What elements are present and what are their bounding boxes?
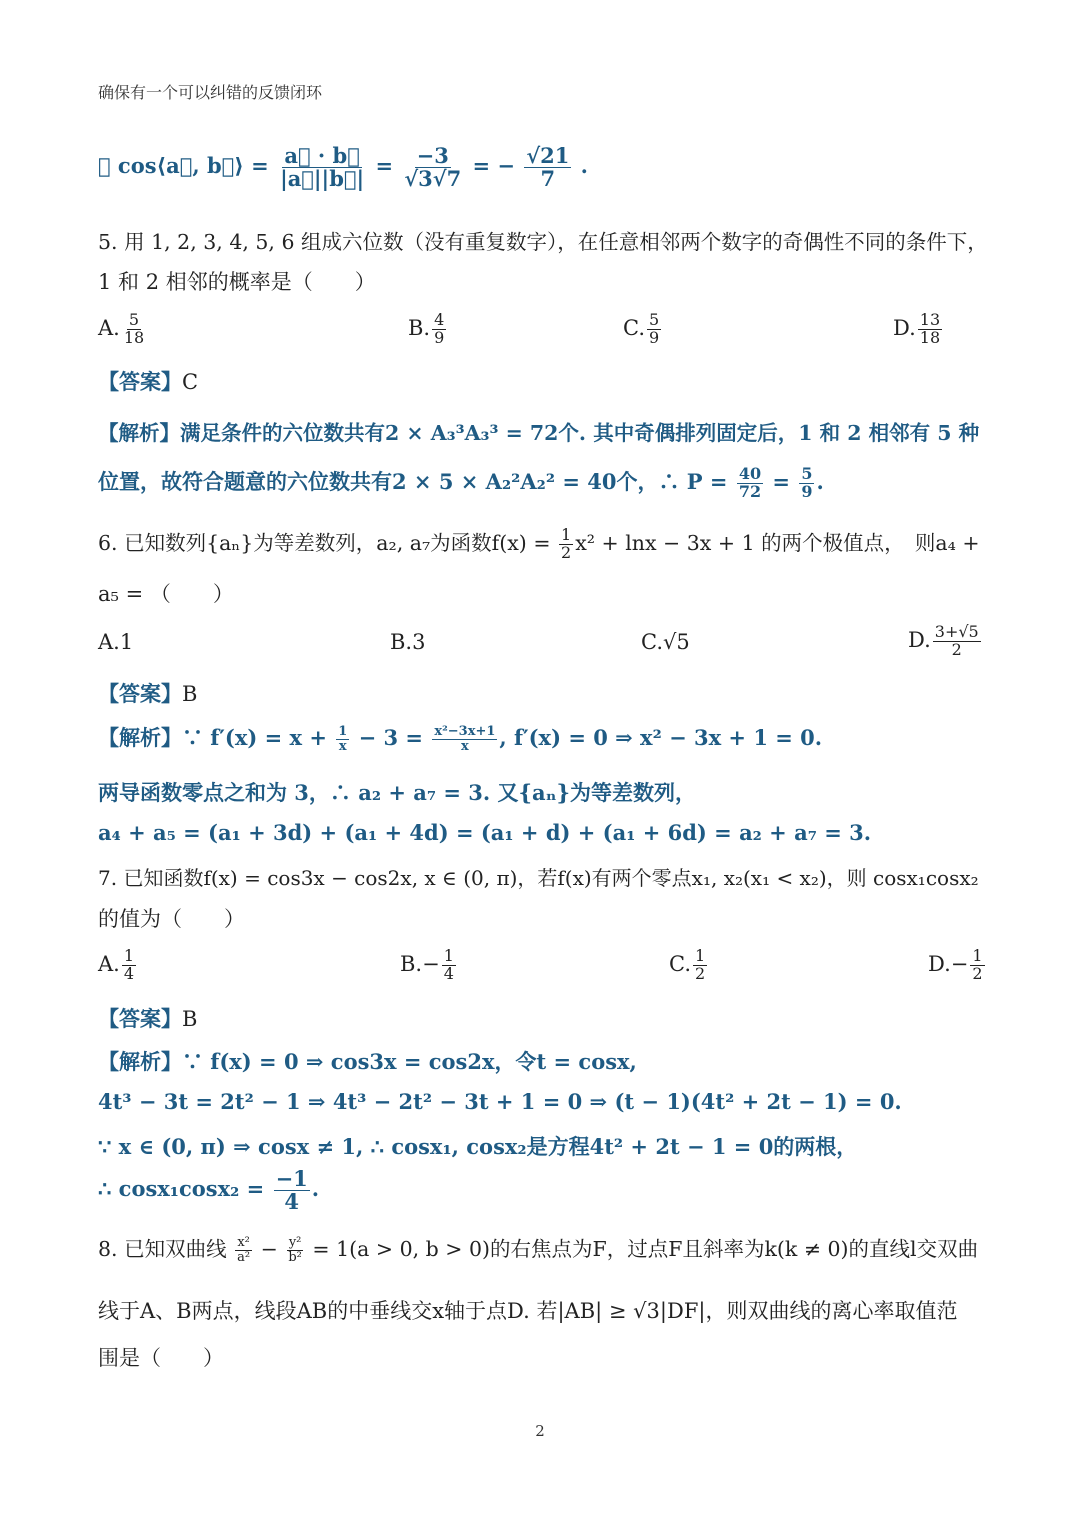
q7-option-b: B.− $\frac{1}{4}$ — [400, 946, 454, 983]
q5-option-c: C. $\frac{5}{9}$ — [623, 310, 660, 347]
cos-fraction-1: $\frac{a⃗ \cdot b⃗}{|a⃗||b⃗|}$ — [280, 143, 365, 192]
q6-option-a: A.1 — [98, 630, 134, 654]
q7-stem-line1: 7. 已知函数f(x) = cos3x − cos2x, x ∈ (0, π)，若f(x)有两个零点x₁, x₂(x₁ < x₂)，则 cosx₁cosx₂ — [98, 866, 979, 890]
q5-stem-line1: 5. 用 1, 2, 3, 4, 5, 6 组成六位数（没有重复数字），在任意相邻两个数字的奇偶性不同的条件下， — [98, 230, 988, 254]
q7-option-c: C. $\frac{1}{2}$ — [669, 946, 706, 983]
page-header: 确保有一个可以纠错的反馈闭环 — [98, 83, 323, 102]
q8-stem-line1: 8. 已知双曲线 $\frac{\text{x²}}{\text{a²}}$ − $\frac{\text{y²}}{\text{b²}}$ = 1(a > 0, b > 0)的右焦点为F，过点F且斜率为k(k ≠ 0)的直线l交双曲 — [98, 1235, 979, 1265]
q7-option-d: D.− $\frac{1}{2}$ — [928, 946, 983, 983]
q7-stem-line2: 的值为（ ） — [98, 907, 245, 931]
q6-option-c: C.√5 — [641, 630, 690, 654]
q6-analysis-line2: 两导函数零点之和为 3，∴ a₂ + a₇ = 3. 又{aₙ}为等差数列， — [98, 780, 697, 805]
q6-analysis-line3: a₄ + a₅ = (a₁ + 3d) + (a₁ + 4d) = (a₁ + d) + (a₁ + 6d) = a₂ + a₇ = 3. — [98, 820, 872, 845]
q6-stem-line2: a₅ = （ ） — [98, 582, 234, 606]
q7-analysis-line4: ∴ cosx₁cosx₂ = $\frac{-1}{4}$ . — [98, 1166, 320, 1215]
q8-stem-line3: 围是（ ） — [98, 1346, 224, 1370]
q6-analysis-line1: 【解析】∵ f′(x) = x + $\frac{1}{x}$ − 3 = $\frac{\text{x²−3x+1}}{x}$ , f′(x) = 0 ⇒ x² − 3x + 1 = 0. — [98, 724, 823, 754]
q7-analysis-line1: 【解析】∵ f(x) = 0 ⇒ cos3x = cos2x，令t = cosx, — [98, 1049, 637, 1074]
q8-stem-line2: 线于A、B两点，线段AB的中垂线交x轴于点D. 若|AB| ≥ √3|DF|，则双曲线的离心率取值范 — [98, 1299, 958, 1323]
q7-analysis-line3: ∵ x ∈ (0, π) ⇒ cosx ≠ 1, ∴ cosx₁, cosx₂是方程4t² + 2t − 1 = 0的两根， — [98, 1134, 858, 1159]
q5-analysis-line1: 【解析】满足条件的六位数共有2 × A₃³A₃³ = 72个. 其中奇偶排列固定后，1 和 2 相邻有 5 种 — [98, 421, 980, 445]
cos-fraction-3: $\frac{√21}{7}$ — [526, 143, 570, 192]
q6-answer: 【答案】B — [98, 681, 198, 706]
q6-stem-line1: 6. 已知数列{aₙ}为等差数列，a₂, a₇为函数f(x) = $\frac{1}{2}$ x² + lnx − 3x + 1 的两个极值点， 则a₄ + — [98, 525, 980, 562]
q5-option-b: B. $\frac{4}{9}$ — [408, 310, 445, 347]
q5-analysis-line2: 位置，故符合题意的六位数共有2 × 5 × A₂²A₂² = 40个，∴ P = $\frac{40}{72}$ = $\frac{5}{9}$ . — [98, 464, 824, 501]
q7-option-a: A. $\frac{1}{4}$ — [98, 946, 135, 983]
page-number: 2 — [535, 1422, 545, 1440]
q5-answer: 【答案】C — [98, 369, 199, 394]
cos-fraction-2: $\frac{-3}{√3√7}$ — [404, 143, 462, 192]
q7-answer: 【答案】B — [98, 1006, 198, 1031]
cos-prefix: ∴ cos⟨a⃗, b⃗⟩ = — [98, 153, 269, 179]
cos-solution-line: ∴ cos⟨a⃗, b⃗⟩ = $\frac{a⃗ \cdot b⃗}{|a⃗||b⃗|}$ = $\frac{-3}{√3√7}$ = − $\frac{√21}{7}$ . — [98, 143, 588, 192]
q5-option-d: D. $\frac{13}{18}$ — [893, 310, 941, 347]
q6-option-d: D. $\frac{3+√5}{2}$ — [908, 622, 979, 659]
q6-option-b: B.3 — [390, 630, 426, 654]
q7-analysis-line2: 4t³ − 3t = 2t² − 1 ⇒ 4t³ − 2t² − 3t + 1 = 0 ⇒ (t − 1)(4t² + 2t − 1) = 0. — [98, 1089, 902, 1114]
q5-stem-line2: 1 和 2 相邻的概率是（ ） — [98, 270, 376, 294]
q5-option-a: A. $\frac{5}{18}$ — [98, 310, 145, 347]
